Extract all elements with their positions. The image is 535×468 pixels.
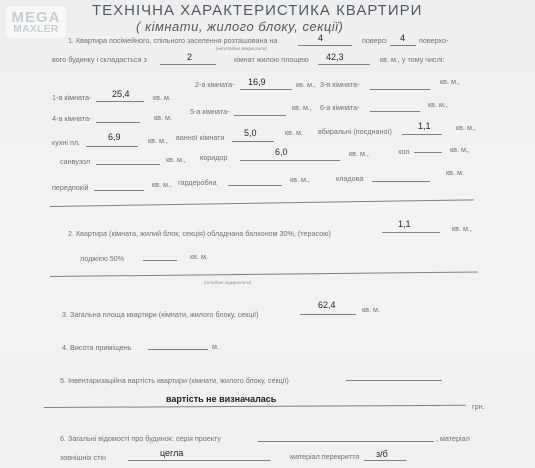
s5-text: 5. Інвентаризаційна вартість квартири (кімнати, жилого блоку, секції) [60, 376, 289, 385]
s1-pantry-line [372, 181, 430, 182]
s1-note: (непотрібне викреслити) [216, 46, 268, 51]
document-subtitle: ( кімнати, жилого блоку, секції) [136, 19, 344, 34]
s1-intro: 1. Квартира посімейного, спільного заселення розташована на [68, 36, 278, 45]
s2-note: (потрібне підкреслити) [204, 280, 252, 285]
s1-wardrobe-unit: кв. м., [290, 175, 310, 184]
s5-value: вартість не визначалась [166, 394, 277, 404]
s1-hall-label: хол [398, 147, 410, 156]
s2-terrace-unit: кв. м., [452, 224, 472, 233]
s1-hall-unit: кв. м., [450, 145, 470, 154]
s1-room4-unit: кв. м. [154, 113, 172, 122]
document-title: ТЕХНІЧНА ХАРАКТЕРИСТИКА КВАРТИРИ [92, 2, 423, 19]
logo-line-1: MEGA [11, 8, 61, 26]
s1-room3-label: 3-я кімната- [320, 80, 360, 89]
s1-toilet-line [402, 134, 442, 135]
s1-room5-line [234, 115, 286, 116]
s1-corridor-line [240, 160, 340, 161]
s6-floors-value: з/б [376, 449, 388, 459]
s1-corridor-label: коридор [200, 153, 228, 162]
s5-unit: грн. [472, 402, 485, 411]
s1-floor-line [298, 45, 352, 46]
s1-floor-value: 4 [318, 33, 324, 43]
s6-floors-line [364, 460, 406, 461]
s5-value-line-short [346, 380, 442, 381]
s1-area-line [318, 64, 370, 65]
s1-room4-line [96, 122, 140, 123]
s1-wc-label: санвузол [60, 157, 91, 166]
s1-hall-line [414, 152, 442, 153]
s1-wc-line [96, 164, 160, 165]
s2-terrace-line [382, 232, 440, 233]
s1-room3-unit: кв. м., [440, 77, 460, 86]
s1-bath-value: 5,0 [244, 128, 257, 138]
s1-room3-line [370, 89, 430, 90]
s1-end-line [50, 199, 474, 207]
s1-incl-label: кв. м., у тому числі: [380, 55, 445, 64]
s1-kitchen-label: кухні пл. [52, 138, 81, 147]
s1-bath-unit: кв. м. [285, 128, 303, 137]
s4-height-line [148, 349, 208, 350]
s2-end-line [50, 272, 478, 277]
s4-text: 4. Висота приміщень [62, 343, 132, 352]
s3-text: 3. Загальна площа квартири (кімнати, жилого блоку, секції) [62, 310, 259, 319]
s1-room2-line [240, 89, 292, 90]
s1-rooms-line [160, 64, 216, 65]
s1-kitchen-value: 6,9 [108, 132, 121, 142]
s6-walls-line [128, 460, 270, 461]
logo-line-2: MAXLER [13, 23, 59, 35]
s1-room4-label: 4-а кімната- [52, 114, 92, 123]
s1-area-label: кімнат жилою площею [234, 55, 309, 64]
s1-room1-line [96, 101, 144, 102]
s3-total-unit: кв. м. [362, 305, 380, 314]
s1-area-value: 42,3 [326, 52, 344, 62]
s1-corridor-unit: кв. м., [349, 149, 369, 158]
s1-room1-unit: кв. м. [153, 93, 171, 102]
s4-unit: м. [212, 342, 219, 351]
s1-kitchen-unit: кв. м., [148, 136, 168, 145]
s1-rooms-value: 2 [187, 52, 193, 62]
s6-material-label: , матеріал [436, 434, 470, 443]
s1-room2-value: 16,9 [248, 77, 266, 87]
s2-loggia-unit: кв. м. [190, 252, 208, 261]
s1-building-text: вого будинку і складається з [52, 55, 147, 64]
s3-total-line [300, 314, 356, 315]
s1-anteroom-unit: кв. м., [152, 180, 172, 189]
s1-storey-label: поверхо- [419, 36, 449, 45]
s2-text: 2. Квартира (кімната, жилий блок, секція) обладнана балконом 30%, (терасою) [68, 229, 331, 238]
s2-loggia-label: лоджією 50% [80, 254, 125, 263]
s1-pantry-label: кладова [336, 174, 364, 183]
s6-walls-label: зовнішніх стін [60, 453, 106, 462]
s1-room5-unit: кв. м., [292, 103, 312, 112]
watermark-logo [6, 6, 66, 38]
s1-wardrobe-line [228, 185, 282, 186]
s1-anteroom-line [94, 190, 144, 191]
s1-toilet-label: вбиральні (поєднаної) [318, 127, 392, 136]
s6-text: 6. Загальні відомості про будинок: серія проекту [60, 434, 221, 443]
s1-room2-unit: кв. м., [296, 80, 316, 89]
s1-wc-unit: кв. м., [166, 155, 186, 164]
s1-kitchen-line [86, 146, 138, 147]
s1-room5-label: 5-а кімната- [190, 107, 230, 116]
s6-floors-label: матеріал перекриття [290, 452, 360, 461]
s6-series-line [258, 441, 434, 442]
s1-bath-label: ванної кімнати [176, 133, 225, 142]
s3-total-value: 62,4 [318, 300, 336, 310]
s1-floors-value: 4 [400, 33, 406, 43]
s5-value-line [44, 405, 466, 408]
s1-floors-line [390, 45, 416, 46]
s1-room6-line [370, 111, 420, 112]
s1-room2-label: 2-а кімната- [195, 80, 235, 89]
s2-loggia-line [143, 260, 177, 261]
s1-bath-line [232, 141, 274, 142]
s1-corridor-value: 6,0 [275, 147, 288, 157]
s1-wardrobe-label: гардеробна [178, 178, 217, 187]
s1-room6-label: 6-а кімната- [320, 103, 360, 112]
s1-toilet-value: 1,1 [418, 121, 431, 131]
s1-room1-value: 25,4 [112, 89, 130, 99]
s1-room1-label: 1-а кімната- [52, 93, 92, 102]
s1-floor-label: поверсі [362, 36, 387, 45]
s6-walls-value: цегла [160, 448, 184, 458]
s1-room6-unit: кв. м., [428, 100, 448, 109]
s2-terrace-value: 1,1 [398, 219, 411, 229]
s1-toilet-unit: кв. м., [456, 123, 476, 132]
s1-anteroom-label: передпокій [52, 183, 89, 192]
s1-pantry-unit: кв. м. [446, 168, 464, 177]
